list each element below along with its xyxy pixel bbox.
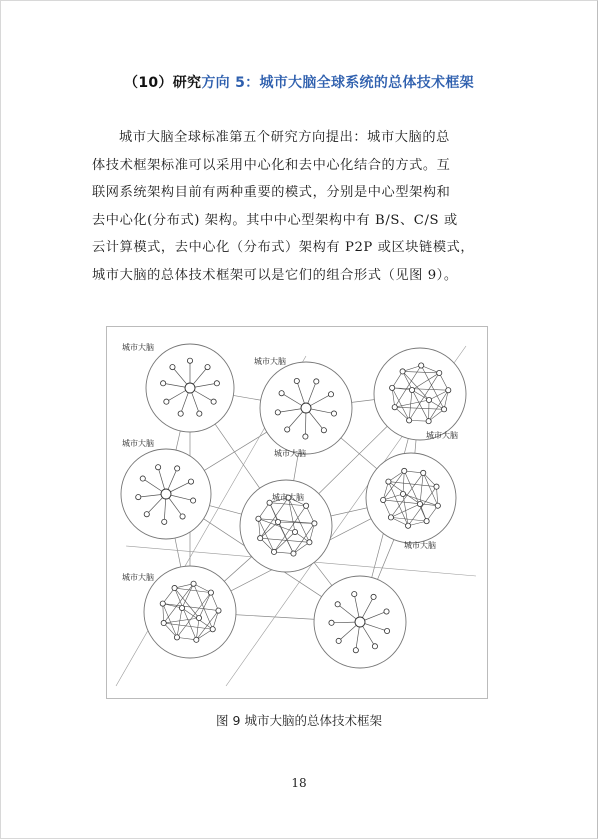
network-node xyxy=(211,399,216,404)
network-node xyxy=(144,512,149,517)
cluster-label: 城市大脑 xyxy=(122,439,154,448)
network-node xyxy=(191,498,196,503)
cluster-boundary xyxy=(374,348,466,440)
hub-node xyxy=(161,489,171,499)
network-node xyxy=(279,391,284,396)
network-node xyxy=(156,465,161,470)
network-node xyxy=(258,536,263,541)
network-node xyxy=(294,378,299,383)
network-node xyxy=(435,503,440,508)
paragraph-line: 云计算模式，去中心化（分布式）架构有 P2P 或区块链模式， xyxy=(92,240,475,255)
cluster-label: 城市大脑 xyxy=(274,449,306,458)
network-node xyxy=(400,369,405,374)
network-node xyxy=(329,620,334,625)
network-node xyxy=(424,519,429,524)
network-node xyxy=(353,648,358,653)
paragraph-line: 体技术框架标准可以采用中心化和去中心化结合的方式。互 xyxy=(92,157,451,173)
network-node xyxy=(405,523,410,528)
city-brain-cluster xyxy=(366,453,456,543)
network-node xyxy=(331,411,336,416)
city-brain-cluster xyxy=(314,576,406,668)
network-node xyxy=(136,495,141,500)
network-node xyxy=(352,591,357,596)
cluster-boundary xyxy=(144,566,236,658)
network-node xyxy=(446,388,451,393)
network-node xyxy=(208,590,213,595)
network-node xyxy=(312,521,317,526)
network-node xyxy=(210,627,215,632)
network-node xyxy=(180,514,185,519)
network-node xyxy=(140,476,145,481)
network-node xyxy=(216,608,221,613)
network-node xyxy=(419,363,424,368)
network-node xyxy=(214,381,219,386)
network-node xyxy=(303,434,308,439)
network-node xyxy=(275,410,280,415)
network-node xyxy=(328,392,333,397)
network-node xyxy=(388,515,393,520)
city-brain-cluster xyxy=(144,566,236,658)
network-node xyxy=(275,519,280,524)
cluster-label: 城市大脑 xyxy=(122,573,154,582)
network-node xyxy=(291,551,296,556)
cluster-label: 城市大脑 xyxy=(404,541,436,550)
network-node xyxy=(303,503,308,508)
network-node xyxy=(271,549,276,554)
network-node xyxy=(194,637,199,642)
paragraph-line: 城市大脑全球标准第五个研究方向提出：城市大脑的总 xyxy=(119,130,450,145)
cluster-label: 城市大脑 xyxy=(426,431,458,440)
cluster-label: 城市大脑 xyxy=(272,493,304,502)
network-node xyxy=(160,601,165,606)
network-diagram xyxy=(106,326,488,699)
network-node xyxy=(390,385,395,390)
network-node xyxy=(179,605,184,610)
city-brain-cluster xyxy=(146,344,234,432)
network-node xyxy=(172,585,177,590)
network-node xyxy=(441,407,446,412)
network-node xyxy=(175,466,180,471)
network-node xyxy=(321,428,326,433)
network-node xyxy=(256,516,261,521)
section-heading-title: 方向 5：城市大脑全球系统的总体技术框架 xyxy=(201,75,474,91)
network-node xyxy=(191,581,196,586)
city-brain-cluster xyxy=(121,449,211,539)
cluster-label: 城市大脑 xyxy=(122,343,154,352)
section-heading xyxy=(0,72,598,92)
network-node xyxy=(407,418,412,423)
network-node xyxy=(335,602,340,607)
cluster-boundary xyxy=(366,453,456,543)
network-node xyxy=(161,620,166,625)
network-node xyxy=(400,491,405,496)
network-node xyxy=(162,519,167,524)
network-node xyxy=(307,540,312,545)
network-node xyxy=(384,628,389,633)
network-node xyxy=(437,370,442,375)
network-node xyxy=(384,609,389,614)
network-node xyxy=(292,529,297,534)
network-node xyxy=(170,365,175,370)
network-node xyxy=(421,470,426,475)
paragraph-line: 去中心化(分布式) 架构。其中中心型架构中有 B/S、C/S 或 xyxy=(92,212,458,228)
network-node xyxy=(314,379,319,384)
hub-node xyxy=(355,617,365,627)
network-node xyxy=(187,358,192,363)
city-brain-cluster xyxy=(260,362,352,454)
paragraph-line: 联网系统架构目前有两种重要的模式，分别是中心型架构和 xyxy=(92,185,451,200)
network-node xyxy=(188,479,193,484)
cluster-label: 城市大脑 xyxy=(254,357,286,366)
network-node xyxy=(372,644,377,649)
page-number: 18 xyxy=(291,776,307,790)
network-node xyxy=(381,497,386,502)
network-node xyxy=(178,411,183,416)
network-node xyxy=(417,501,422,506)
figure-caption: 图 9 城市大脑的总体技术框架 xyxy=(216,713,382,728)
city-brain-cluster xyxy=(374,348,466,440)
network-node xyxy=(386,479,391,484)
hub-node xyxy=(301,403,311,413)
hub-node xyxy=(185,383,195,393)
network-node xyxy=(336,638,341,643)
network-node xyxy=(402,468,407,473)
body-paragraph xyxy=(92,124,508,289)
network-node xyxy=(426,419,431,424)
network-node xyxy=(434,484,439,489)
network-node xyxy=(197,411,202,416)
network-node xyxy=(426,397,431,402)
network-node xyxy=(392,405,397,410)
network-node xyxy=(164,399,169,404)
network-node xyxy=(196,615,201,620)
network-node xyxy=(205,365,210,370)
network-node xyxy=(161,381,166,386)
network-node xyxy=(174,635,179,640)
network-node xyxy=(285,427,290,432)
paragraph-line: 城市大脑的总体技术框架可以是它们的组合形式（见图 9）。 xyxy=(92,267,458,283)
network-framework-figure xyxy=(106,326,488,699)
network-node xyxy=(409,387,414,392)
section-heading-prefix: （10）研究 xyxy=(124,75,202,91)
network-node xyxy=(371,594,376,599)
